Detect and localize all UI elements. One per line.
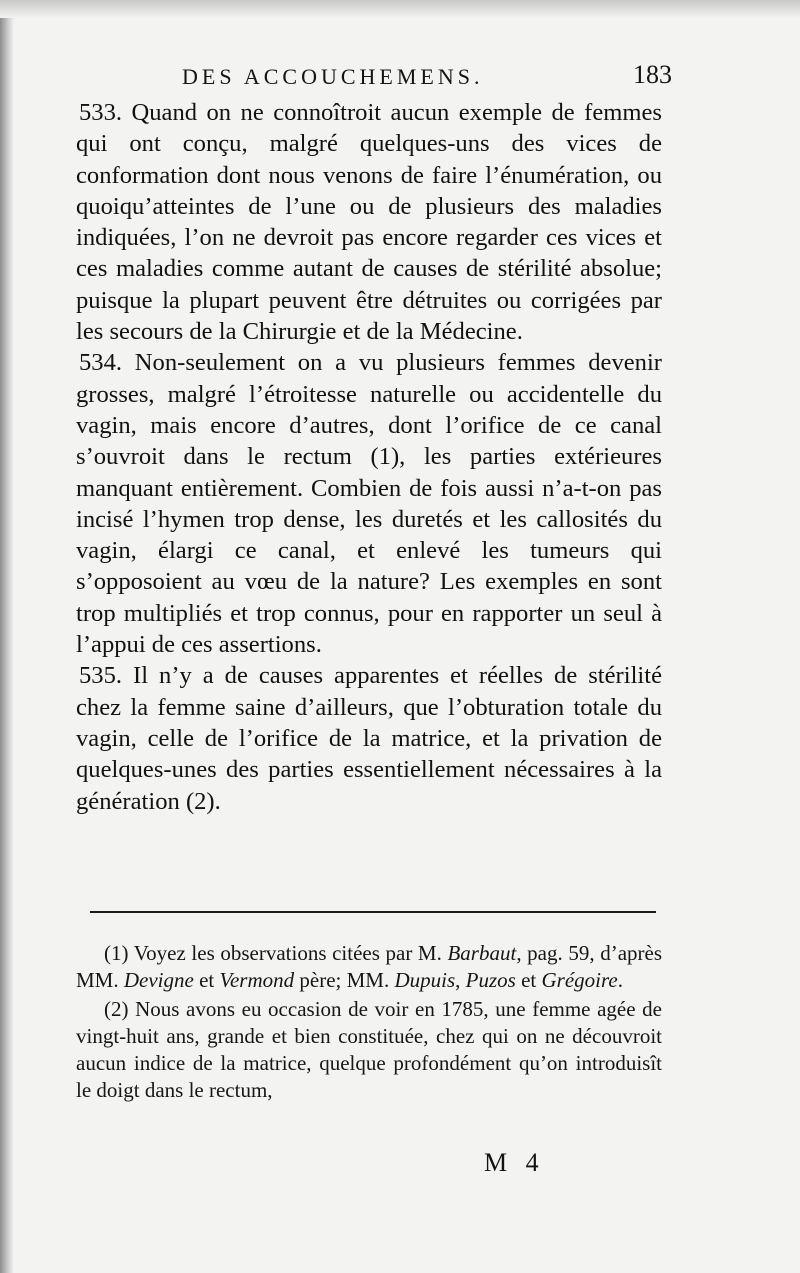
footnote-1-text: . <box>617 968 623 992</box>
running-title: DES ACCOUCHEMENS. <box>182 64 484 89</box>
footnote-rule <box>90 911 656 913</box>
author-vermond: Vermond <box>219 968 295 992</box>
signature-mark: M 4 <box>484 1148 545 1177</box>
footnote-1-text: , pag. 59, d’après MM. <box>76 941 662 992</box>
footnotes <box>76 940 662 1106</box>
page-gutter-shadow <box>0 0 14 1273</box>
footnote-1-text: , <box>455 968 466 992</box>
main-text <box>76 97 662 817</box>
author-puzos: Puzos <box>465 968 516 992</box>
paragraph-535: 535. Il n’y a de causes apparentes et réelles de stérilité chez la femme saine d’ailleurs, que l’obturation totale du vagin, celle de l’orifice de la matrice, et la privation de quelques-unes des parties essentiellement nécessaires à la génération (2). <box>76 662 662 815</box>
footnote-1-text: (1) Voyez les observations citées par M. <box>104 941 448 965</box>
author-barbaut: Barbaut <box>447 941 517 965</box>
author-dupuis: Dupuis <box>394 968 456 992</box>
author-devigne: Devigne <box>123 968 194 992</box>
footnote-1-text: et <box>193 968 220 992</box>
footnote-1-text: et <box>515 968 542 992</box>
running-head <box>182 60 672 92</box>
page-number: 183 <box>633 60 672 89</box>
footnote-1-text: père; MM. <box>294 968 395 992</box>
paragraph-533: 533. Quand on ne connoîtroit aucun exemple de femmes qui ont conçu, malgré quelques-uns des vices de conformation dont nous venons de faire l’énumération, ou quoiqu’atteintes de l’une ou de plusieurs des maladies indiquées, l’on ne devroit pas encore regarder ces vices et ces maladies comme autant de causes de stérilité absolue; puisque la plupart peuvent être détruites ou corrigées par les secours de la Chirurgie et de la Médecine. <box>76 99 662 346</box>
author-gregoire: Grégoire <box>541 968 618 992</box>
footnote-1 <box>76 940 662 994</box>
paragraph-534: 534. Non-seulement on a vu plusieurs femmes devenir grosses, malgré l’étroitesse naturelle ou accidentelle du vagin, mais encore d’autres, dont l’orifice de ce canal s’ouvroit dans le rectum (1), les parties extérieures manquant entièrement. Combien de fois aussi n’a-t-on pas incisé l’hymen trop dense, les duretés et les callosités du vagin, élargi ce canal, et enlevé les tumeurs qui s’opposoient au vœu de la nature? Les exemples en sont trop multipliés et trop connus, pour en rapporter un seul à l’appui de ces assertions. <box>76 349 662 659</box>
page-top-shadow <box>0 0 800 18</box>
footnote-2: (2) Nous avons eu occasion de voir en 1785, une femme agée de vingt-huit ans, grande et bien constituée, chez qui on ne découvroit aucun indice de la matrice, quelque profondément qu’on introduisît le doigt dans le rectum, <box>76 997 662 1102</box>
